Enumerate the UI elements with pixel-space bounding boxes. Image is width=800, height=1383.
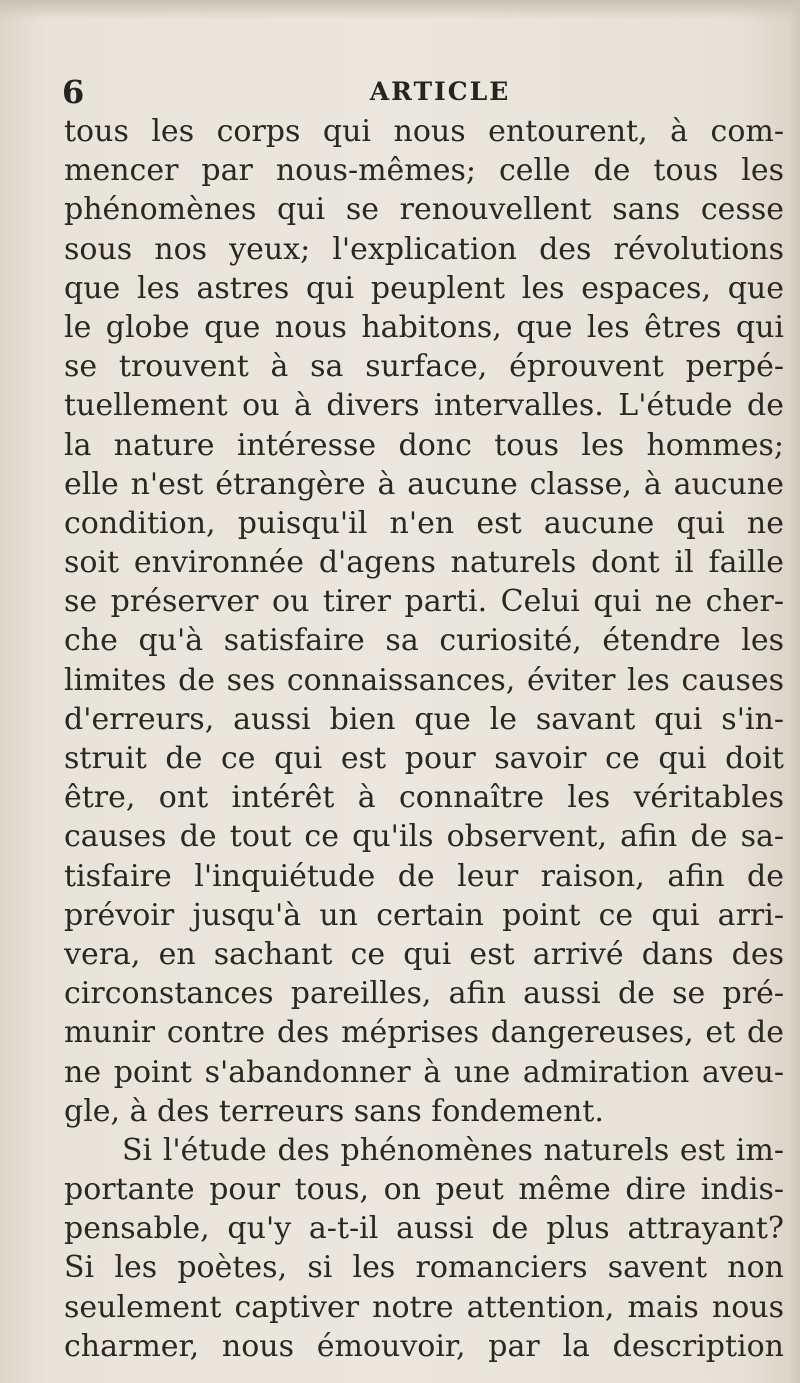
text-line: se trouvent à sa surface, éprouvent perpé- bbox=[64, 349, 784, 385]
paragraph-start-line: Si l'étude des phénomènes naturels est im- bbox=[122, 1132, 784, 1168]
text-line: le globe que nous habitons, que les êtres qui bbox=[64, 309, 784, 345]
page-header bbox=[0, 72, 800, 112]
text-line: elle n'est étrangère à aucune classe, à aucune bbox=[64, 466, 784, 502]
text-line: se préserver ou tirer parti. Celui qui ne cher- bbox=[64, 584, 784, 620]
page-number: 6 bbox=[62, 73, 85, 111]
text-line: tisfaire l'inquiétude de leur raison, afin de bbox=[64, 858, 784, 894]
text-line: portante pour tous, on peut même dire indis- bbox=[64, 1172, 784, 1208]
running-head: ARTICLE bbox=[369, 77, 511, 106]
text-line: struit de ce qui est pour savoir ce qui doit bbox=[64, 741, 784, 776]
text-line: ne point s'abandonner à une admiration aveu- bbox=[64, 1054, 784, 1090]
text-line: seulement captiver notre attention, mais nous bbox=[64, 1289, 784, 1325]
text-line: prévoir jusqu'à un certain point ce qui arri- bbox=[64, 897, 784, 933]
text-line: vera, en sachant ce qui est arrivé dans des bbox=[64, 936, 784, 972]
text-line: soit environnée d'agens naturels dont il faille bbox=[64, 545, 784, 581]
text-line: la nature intéresse donc tous les hommes; bbox=[64, 427, 784, 463]
text-line: che qu'à satisfaire sa curiosité, étendre les bbox=[64, 623, 784, 659]
text-line: phénomènes qui se renouvellent sans cesse bbox=[64, 192, 784, 228]
text-line: circonstances pareilles, afin aussi de se pré- bbox=[64, 976, 784, 1012]
text-line: que les astres qui peuplent les espaces, que bbox=[64, 270, 784, 306]
text-line: Si les poètes, si les romanciers savent non bbox=[64, 1250, 784, 1286]
text-line: limites de ses connaissances, éviter les causes bbox=[64, 662, 784, 698]
text-line: charmer, nous émouvoir, par la description bbox=[64, 1328, 784, 1364]
text-line: tuellement ou à divers intervalles. L'étude de bbox=[64, 388, 784, 424]
page-edge bbox=[790, 0, 800, 1383]
text-line: tous les corps qui nous entourent, à com- bbox=[64, 114, 784, 149]
text-line: d'erreurs, aussi bien que le savant qui s'in- bbox=[64, 701, 784, 737]
text-line: pensable, qu'y a-t-il aussi de plus attrayant? bbox=[64, 1211, 784, 1247]
text-line: causes de tout ce qu'ils observent, afin de sa- bbox=[64, 819, 784, 855]
top-shadow bbox=[0, 0, 800, 20]
text-line: mencer par nous-mêmes; celle de tous les bbox=[64, 153, 784, 189]
text-line: condition, puisqu'il n'en est aucune qui ne bbox=[64, 505, 784, 541]
text-line: munir contre des méprises dangereuses, et de bbox=[64, 1015, 784, 1051]
text-line: être, ont intérêt à connaître les véritables bbox=[64, 780, 784, 816]
paragraph-end-line: gle, à des terreurs sans fondement. bbox=[64, 1093, 604, 1129]
text-line: sous nos yeux; l'explication des révolutions bbox=[64, 231, 784, 267]
text-body bbox=[64, 112, 784, 1366]
